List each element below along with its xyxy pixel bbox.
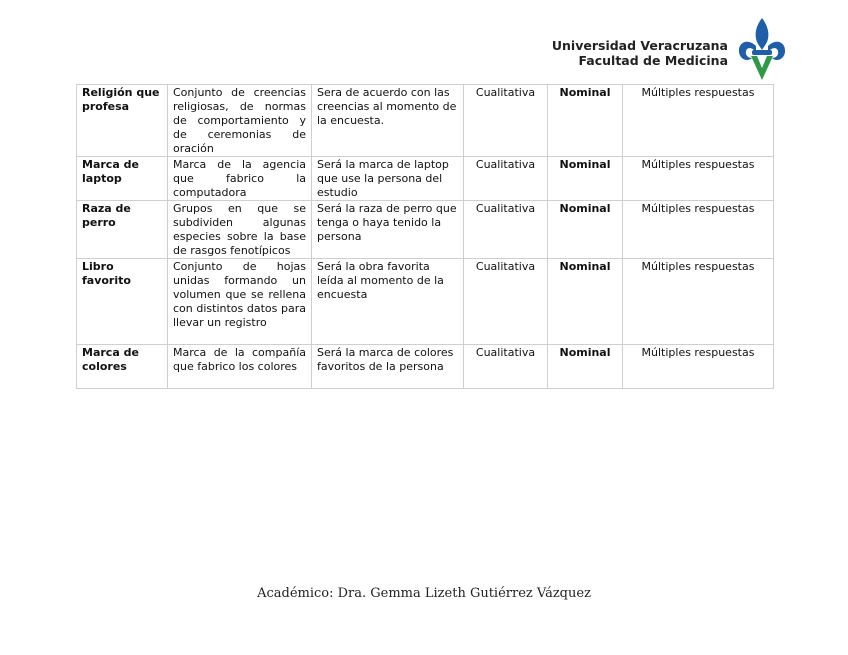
table-row	[77, 259, 774, 345]
conceptual-definition-cell: Marca de la compañía que fabrico los colores	[168, 345, 312, 389]
variable-name-cell: Religión que profesa	[77, 85, 168, 157]
table-row	[77, 85, 774, 157]
operational-definition-cell: Sera de acuerdo con las creencias al momento de la encuesta.	[312, 85, 464, 157]
variables-table	[76, 84, 774, 389]
measurement-scale-cell: Nominal	[548, 157, 623, 201]
variable-type-cell: Cualitativa	[464, 259, 548, 345]
variable-name-cell: Marca de laptop	[77, 157, 168, 201]
academic-footer: Académico: Dra. Gemma Lizeth Gutiérrez Vázquez	[257, 586, 591, 601]
table-row	[77, 345, 774, 389]
variable-type-cell: Cualitativa	[464, 157, 548, 201]
table-row	[77, 201, 774, 259]
measurement-scale-cell: Nominal	[548, 85, 623, 157]
conceptual-definition-cell: Grupos en que se subdividen algunas especies sobre la base de rasgos fenotípicos	[168, 201, 312, 259]
variable-type-cell: Cualitativa	[464, 201, 548, 259]
uv-flor-de-lis-logo-icon	[736, 16, 788, 82]
variable-type-cell: Cualitativa	[464, 85, 548, 157]
response-type-cell: Múltiples respuestas	[623, 157, 774, 201]
variable-name-cell: Raza de perro	[77, 201, 168, 259]
operational-definition-cell: Será la obra favorita leída al momento de la encuesta	[312, 259, 464, 345]
conceptual-definition-cell: Conjunto de creencias religiosas, de normas de comportamiento y de ceremonias de oración	[168, 85, 312, 157]
variable-name-cell: Libro favorito	[77, 259, 168, 345]
response-type-cell: Múltiples respuestas	[623, 201, 774, 259]
operational-definition-cell: Será la marca de laptop que use la persona del estudio	[312, 157, 464, 201]
measurement-scale-cell: Nominal	[548, 345, 623, 389]
faculty-name: Facultad de Medicina	[578, 53, 728, 68]
table-row	[77, 157, 774, 201]
operational-definition-cell: Será la marca de colores favoritos de la persona	[312, 345, 464, 389]
variable-name-cell: Marca de colores	[77, 345, 168, 389]
measurement-scale-cell: Nominal	[548, 259, 623, 345]
document-header	[552, 38, 728, 68]
variable-type-cell: Cualitativa	[464, 345, 548, 389]
response-type-cell: Múltiples respuestas	[623, 259, 774, 345]
university-name: Universidad Veracruzana	[551, 38, 728, 53]
operational-definition-cell: Será la raza de perro que tenga o haya tenido la persona	[312, 201, 464, 259]
measurement-scale-cell: Nominal	[548, 201, 623, 259]
conceptual-definition-cell: Marca de la agencia que fabrico la computadora	[168, 157, 312, 201]
response-type-cell: Múltiples respuestas	[623, 85, 774, 157]
conceptual-definition-cell: Conjunto de hojas unidas formando un volumen que se rellena con distintos datos para llevar un registro	[168, 259, 312, 345]
response-type-cell: Múltiples respuestas	[623, 345, 774, 389]
